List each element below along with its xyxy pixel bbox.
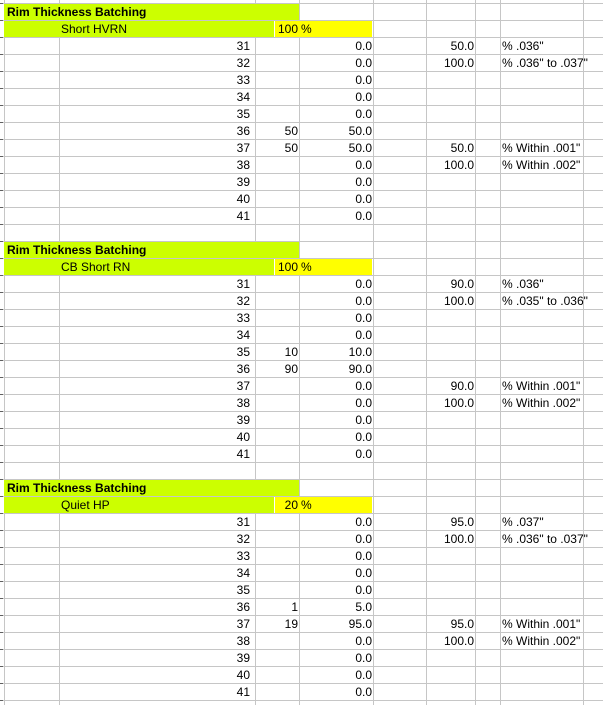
row-marker bbox=[0, 3, 3, 4]
stat-value[interactable]: 95.0 bbox=[450, 515, 474, 529]
row-marker bbox=[0, 581, 3, 582]
size-cell[interactable]: 31 bbox=[236, 277, 250, 291]
stat-label[interactable]: Within .001" bbox=[516, 141, 581, 155]
calc-cell[interactable]: 0.0 bbox=[355, 158, 372, 172]
product-name[interactable]: Quiet HP bbox=[61, 498, 110, 512]
row-marker bbox=[0, 207, 3, 208]
quantity-cell[interactable] bbox=[258, 157, 298, 174]
calc-cell[interactable]: 0.0 bbox=[355, 209, 372, 223]
row-marker bbox=[0, 700, 3, 701]
stat-percent-sign: % bbox=[502, 532, 513, 546]
size-cell[interactable]: 36 bbox=[236, 600, 250, 614]
size-cell[interactable]: 39 bbox=[236, 651, 250, 665]
percent-unit: % bbox=[301, 498, 312, 512]
quantity-cell[interactable] bbox=[258, 293, 298, 310]
row-marker bbox=[0, 411, 3, 412]
calc-cell[interactable]: 0.0 bbox=[355, 396, 372, 410]
stat-percent-sign: % bbox=[502, 396, 513, 410]
product-fill bbox=[4, 259, 274, 275]
calc-cell[interactable]: 0.0 bbox=[355, 447, 372, 461]
row-marker bbox=[0, 496, 3, 497]
size-cell[interactable]: 38 bbox=[236, 396, 250, 410]
product-fill bbox=[4, 21, 274, 37]
calc-cell[interactable]: 0.0 bbox=[355, 634, 372, 648]
stat-value[interactable]: 50.0 bbox=[450, 141, 474, 155]
quantity-cell[interactable] bbox=[258, 208, 298, 225]
row-gridline bbox=[0, 564, 603, 565]
stat-label[interactable]: .035" to .036" bbox=[516, 294, 588, 308]
section-title[interactable]: Rim Thickness Batching bbox=[7, 481, 147, 495]
row-marker bbox=[0, 564, 3, 565]
size-cell[interactable]: 33 bbox=[236, 549, 250, 563]
size-cell[interactable]: 38 bbox=[236, 634, 250, 648]
calc-cell[interactable]: 0.0 bbox=[355, 549, 372, 563]
stat-percent-sign: % bbox=[502, 141, 513, 155]
quantity-cell[interactable] bbox=[258, 310, 298, 327]
size-cell[interactable]: 34 bbox=[236, 90, 250, 104]
size-cell[interactable]: 34 bbox=[236, 328, 250, 342]
calc-cell[interactable]: 0.0 bbox=[355, 430, 372, 444]
size-cell[interactable]: 38 bbox=[236, 158, 250, 172]
quantity-cell[interactable] bbox=[258, 38, 298, 55]
quantity-cell[interactable] bbox=[258, 72, 298, 89]
row-gridline bbox=[0, 581, 603, 582]
stat-value[interactable]: 90.0 bbox=[450, 277, 474, 291]
row-marker bbox=[0, 224, 3, 225]
row-marker bbox=[0, 462, 3, 463]
size-cell[interactable]: 34 bbox=[236, 566, 250, 580]
quantity-cell[interactable] bbox=[258, 429, 298, 446]
stat-percent-sign: % bbox=[502, 56, 513, 70]
size-cell[interactable]: 37 bbox=[236, 617, 250, 631]
stat-percent-sign: % bbox=[502, 158, 513, 172]
calc-cell[interactable]: 0.0 bbox=[355, 39, 372, 53]
size-cell[interactable]: 32 bbox=[236, 56, 250, 70]
row-marker bbox=[0, 479, 3, 480]
row-marker bbox=[0, 173, 3, 174]
quantity-cell[interactable] bbox=[258, 531, 298, 548]
stat-value[interactable]: 100.0 bbox=[443, 56, 474, 70]
row-marker bbox=[0, 71, 3, 72]
stat-percent-sign: % bbox=[502, 379, 513, 393]
calc-cell[interactable]: 0.0 bbox=[355, 90, 372, 104]
size-cell[interactable]: 40 bbox=[236, 668, 250, 682]
row-marker bbox=[0, 190, 3, 191]
row-marker bbox=[0, 445, 3, 446]
size-cell[interactable]: 39 bbox=[236, 413, 250, 427]
product-name[interactable]: CB Short RN bbox=[61, 260, 131, 274]
row-gridline bbox=[0, 224, 603, 225]
row-marker bbox=[0, 122, 3, 123]
stat-label[interactable]: .036" bbox=[516, 39, 544, 53]
stat-value[interactable]: 50.0 bbox=[450, 39, 474, 53]
size-cell[interactable]: 31 bbox=[236, 515, 250, 529]
quantity-cell[interactable] bbox=[258, 327, 298, 344]
row-marker bbox=[0, 275, 3, 276]
section-title[interactable]: Rim Thickness Batching bbox=[7, 243, 147, 257]
row-marker bbox=[0, 241, 3, 242]
stat-label[interactable]: Within .002" bbox=[516, 634, 581, 648]
row-gridline bbox=[0, 105, 603, 106]
row-gridline bbox=[0, 122, 603, 123]
row-marker bbox=[0, 309, 3, 310]
product-fill bbox=[4, 497, 274, 513]
calc-cell[interactable]: 0.0 bbox=[355, 583, 372, 597]
row-marker bbox=[0, 530, 3, 531]
row-marker bbox=[0, 632, 3, 633]
stat-value[interactable]: 100.0 bbox=[443, 158, 474, 172]
quantity-cell[interactable] bbox=[258, 106, 298, 123]
calc-cell[interactable]: 0.0 bbox=[355, 311, 372, 325]
size-cell[interactable]: 32 bbox=[236, 294, 250, 308]
row-marker bbox=[0, 20, 3, 21]
size-cell[interactable]: 36 bbox=[236, 124, 250, 138]
stat-percent-sign: % bbox=[502, 617, 513, 631]
stat-value[interactable]: 100.0 bbox=[443, 294, 474, 308]
size-cell[interactable]: 35 bbox=[236, 583, 250, 597]
stat-label[interactable]: .037" bbox=[516, 515, 544, 529]
calc-cell[interactable]: 0.0 bbox=[355, 515, 372, 529]
quantity-cell[interactable] bbox=[258, 684, 298, 701]
size-cell[interactable]: 40 bbox=[236, 430, 250, 444]
row-marker bbox=[0, 54, 3, 55]
row-marker bbox=[0, 258, 3, 259]
row-marker bbox=[0, 343, 3, 344]
row-marker bbox=[0, 428, 3, 429]
calc-cell[interactable]: 0.0 bbox=[355, 566, 372, 580]
stat-label[interactable]: Within .001" bbox=[516, 617, 581, 631]
product-name[interactable]: Short HVRN bbox=[61, 22, 128, 36]
stat-label[interactable]: Within .001" bbox=[516, 379, 581, 393]
size-cell[interactable]: 35 bbox=[236, 107, 250, 121]
size-cell[interactable]: 37 bbox=[236, 379, 250, 393]
row-marker bbox=[0, 649, 3, 650]
size-cell[interactable]: 41 bbox=[236, 209, 250, 223]
stat-label[interactable]: .036" to .037" bbox=[516, 532, 588, 546]
stat-value[interactable]: 100.0 bbox=[443, 532, 474, 546]
row-gridline bbox=[0, 88, 603, 89]
row-marker bbox=[0, 292, 3, 293]
calc-cell[interactable]: 0.0 bbox=[355, 328, 372, 342]
size-cell[interactable]: 33 bbox=[236, 73, 250, 87]
calc-cell[interactable]: 0.0 bbox=[355, 685, 372, 699]
row-marker bbox=[0, 105, 3, 106]
row-marker bbox=[0, 377, 3, 378]
percent-value[interactable]: 100 bbox=[277, 260, 298, 274]
calc-cell[interactable]: 0.0 bbox=[355, 56, 372, 70]
stat-value[interactable]: 100.0 bbox=[443, 634, 474, 648]
percent-unit: % bbox=[301, 22, 312, 36]
row-gridline bbox=[0, 700, 603, 701]
quantity-cell[interactable]: 50 bbox=[284, 141, 298, 155]
quantity-cell[interactable] bbox=[258, 395, 298, 412]
size-cell[interactable]: 31 bbox=[236, 39, 250, 53]
row-gridline bbox=[0, 462, 603, 463]
quantity-cell[interactable] bbox=[258, 633, 298, 650]
calc-cell[interactable]: 0.0 bbox=[355, 175, 372, 189]
row-gridline bbox=[0, 326, 603, 327]
section-title[interactable]: Rim Thickness Batching bbox=[7, 5, 147, 19]
size-cell[interactable]: 41 bbox=[236, 447, 250, 461]
quantity-cell[interactable]: 10 bbox=[284, 345, 298, 359]
quantity-cell[interactable] bbox=[258, 55, 298, 72]
row-marker bbox=[0, 615, 3, 616]
row-marker bbox=[0, 683, 3, 684]
calc-cell[interactable]: 0.0 bbox=[355, 277, 372, 291]
size-cell[interactable]: 40 bbox=[236, 192, 250, 206]
row-marker bbox=[0, 598, 3, 599]
quantity-cell[interactable] bbox=[258, 412, 298, 429]
size-cell[interactable]: 33 bbox=[236, 311, 250, 325]
calc-cell[interactable]: 95.0 bbox=[348, 617, 372, 631]
quantity-cell[interactable]: 1 bbox=[291, 600, 298, 614]
stat-percent-sign: % bbox=[502, 39, 513, 53]
row-marker bbox=[0, 547, 3, 548]
size-cell[interactable]: 37 bbox=[236, 141, 250, 155]
row-gridline bbox=[0, 598, 603, 599]
calc-cell[interactable]: 0.0 bbox=[355, 73, 372, 87]
quantity-cell[interactable]: 19 bbox=[284, 617, 298, 631]
quantity-cell[interactable] bbox=[258, 650, 298, 667]
percent-value[interactable]: 100 bbox=[277, 22, 298, 36]
row-gridline bbox=[0, 207, 603, 208]
row-marker bbox=[0, 156, 3, 157]
row-gridline bbox=[0, 343, 603, 344]
quantity-cell[interactable] bbox=[258, 565, 298, 582]
row-marker bbox=[0, 326, 3, 327]
size-cell[interactable]: 41 bbox=[236, 685, 250, 699]
stat-value[interactable]: 95.0 bbox=[450, 617, 474, 631]
row-marker bbox=[0, 37, 3, 38]
quantity-cell[interactable] bbox=[258, 276, 298, 293]
calc-cell[interactable]: 0.0 bbox=[355, 379, 372, 393]
size-cell[interactable]: 39 bbox=[236, 175, 250, 189]
calc-cell[interactable]: 50.0 bbox=[348, 141, 372, 155]
stat-label[interactable]: .036" bbox=[516, 277, 544, 291]
row-marker bbox=[0, 360, 3, 361]
quantity-cell[interactable] bbox=[258, 582, 298, 599]
row-gridline bbox=[0, 445, 603, 446]
calc-cell[interactable]: 0.0 bbox=[355, 668, 372, 682]
percent-unit: % bbox=[301, 260, 312, 274]
row-gridline bbox=[0, 666, 603, 667]
quantity-cell[interactable] bbox=[258, 667, 298, 684]
quantity-cell[interactable] bbox=[258, 378, 298, 395]
stat-label[interactable]: Within .002" bbox=[516, 396, 581, 410]
stat-percent-sign: % bbox=[502, 294, 513, 308]
row-gridline bbox=[0, 360, 603, 361]
row-marker bbox=[0, 513, 3, 514]
size-cell[interactable]: 35 bbox=[236, 345, 250, 359]
stat-percent-sign: % bbox=[502, 634, 513, 648]
quantity-cell[interactable] bbox=[258, 89, 298, 106]
row-gridline bbox=[0, 428, 603, 429]
calc-cell[interactable]: 10.0 bbox=[348, 345, 372, 359]
size-cell[interactable]: 32 bbox=[236, 532, 250, 546]
row-marker bbox=[0, 139, 3, 140]
stat-percent-sign: % bbox=[502, 515, 513, 529]
row-gridline bbox=[0, 683, 603, 684]
quantity-cell[interactable] bbox=[258, 191, 298, 208]
calc-cell[interactable]: 90.0 bbox=[348, 362, 372, 376]
percent-value[interactable]: 20 bbox=[284, 498, 298, 512]
row-gridline bbox=[0, 190, 603, 191]
row-marker bbox=[0, 394, 3, 395]
quantity-cell[interactable] bbox=[258, 174, 298, 191]
stat-value[interactable]: 100.0 bbox=[443, 396, 474, 410]
calc-cell[interactable]: 0.0 bbox=[355, 413, 372, 427]
calc-cell[interactable]: 0.0 bbox=[355, 294, 372, 308]
stat-percent-sign: % bbox=[502, 277, 513, 291]
stat-label[interactable]: .036" to .037" bbox=[516, 56, 588, 70]
row-marker bbox=[0, 666, 3, 667]
calc-cell[interactable]: 5.0 bbox=[355, 600, 372, 614]
calc-cell[interactable]: 0.0 bbox=[355, 107, 372, 121]
stat-label[interactable]: Within .002" bbox=[516, 158, 581, 172]
calc-cell[interactable]: 0.0 bbox=[355, 192, 372, 206]
quantity-cell[interactable] bbox=[258, 514, 298, 531]
calc-cell[interactable]: 0.0 bbox=[355, 651, 372, 665]
row-marker bbox=[0, 88, 3, 89]
quantity-cell[interactable]: 50 bbox=[284, 124, 298, 138]
calc-cell[interactable]: 0.0 bbox=[355, 532, 372, 546]
stat-value[interactable]: 90.0 bbox=[450, 379, 474, 393]
quantity-cell[interactable] bbox=[258, 548, 298, 565]
calc-cell[interactable]: 50.0 bbox=[348, 124, 372, 138]
quantity-cell[interactable]: 90 bbox=[284, 362, 298, 376]
quantity-cell[interactable] bbox=[258, 446, 298, 463]
size-cell[interactable]: 36 bbox=[236, 362, 250, 376]
